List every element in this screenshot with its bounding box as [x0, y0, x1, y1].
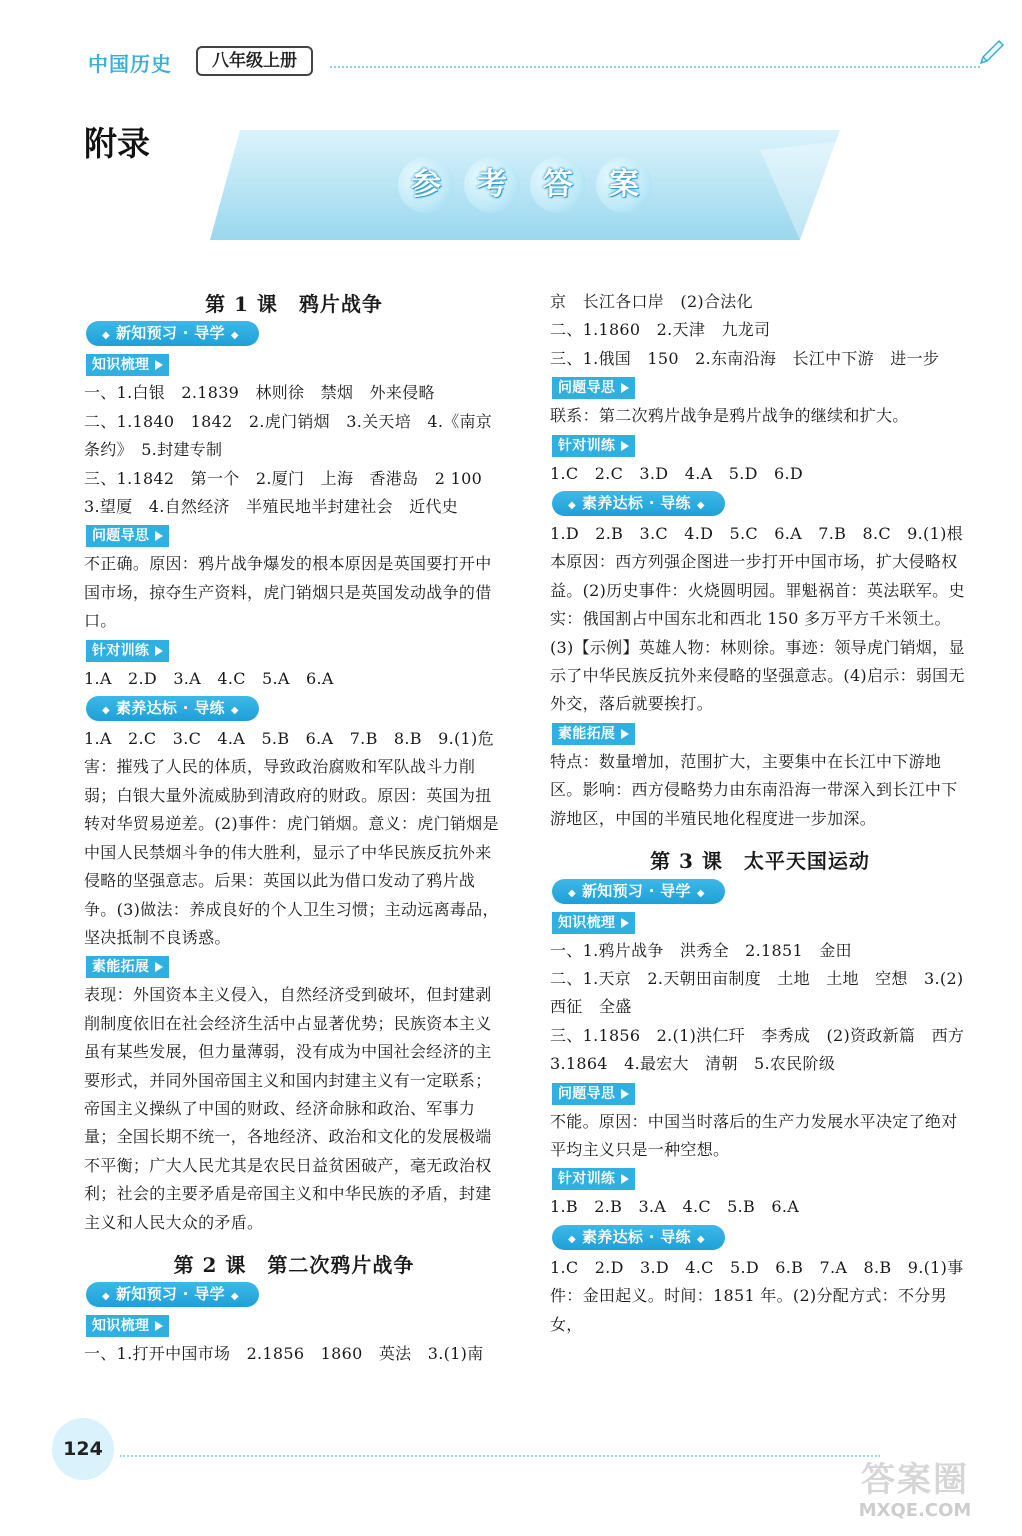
page-number-badge — [52, 1418, 114, 1480]
section-tag: 素能拓展 — [86, 956, 169, 978]
answer-line: 二、1.天京 2.天朝田亩制度 土地 土地 空想 3.(2)西征 全盛 — [550, 968, 964, 1017]
answer-line: 一、1.白银 2.1839 林则徐 禁烟 外来侵略 — [84, 383, 435, 403]
answer-text: 不正确。原因：鸦片战争爆发的根本原因是英国要打开中国市场，掠夺生产资料，虎门销烟只是英国发动战争的借口。 — [84, 554, 492, 631]
answer-text: 1.C 2.D 3.D 4.C 5.D 6.B 7.A 8.B 9.(1)事件：金田起义。时间：1851 年。(2)分配方式：不分男女， — [550, 1257, 964, 1334]
answer-line: 二、1.1840 1842 2.虎门销烟 3.关天培 4.《南京条约》 5.封建专制 — [84, 411, 493, 460]
section-tag: 问题导思 — [552, 1083, 635, 1105]
answer-text: 1.D 2.B 3.C 4.D 5.C 6.A 7.B 8.C 9.(1)根本原因：西方列强企图进一步打开中国市场，扩大侵略权益。(2)历史事件：火烧圆明园。罪魁祸首：英法联军。史实：俄国割占中国东北和西北 150 多万平方千米领土。(3)【示例】英雄人物：林则徐。事迹：领导虎门销烟，显示了中华民族反抗外来侵略的坚强意志。(4)启示：弱国无外交，落后就要挨打。 — [550, 524, 965, 714]
watermark-url: MXQE.COM — [858, 1500, 972, 1521]
section-pill: ◆ 新知预习 · 导学 ◆ — [86, 321, 259, 346]
section-tag: 知识梳理 — [86, 1315, 169, 1337]
section-tag: 问题导思 — [86, 525, 169, 547]
answer-text: 1.A 2.C 3.C 4.A 5.B 6.A 7.B 8.B 9.(1)危害：摧残了人民的体质，导致政治腐败和军队战斗力削弱；白银大量外流威胁到清政府的财政。原因：英国为扭转对华贸易逆差。(2)事件：虎门销烟。意义：虎门销烟是中国人民禁烟斗争的伟大胜利，显示了中华民族反抗外来侵略的坚强意志。后果：英国以此为借口发动了鸦片战争。(3)做法：养成良好的个人卫生习惯；主动远离毒品，坚决抵制不良诱惑。 — [84, 729, 499, 947]
left-column — [84, 290, 504, 1369]
answer-text: 1.B 2.B 3.A 4.C 5.B 6.A — [550, 1197, 800, 1217]
answer-text: 表现：外国资本主义侵入，自然经济受到破坏，但封建剥削制度依旧在社会经济生活中占显著优势；民族资本主义虽有某些发展，但力量薄弱，没有成为中国社会经济的主要形式，并同外国帝国主义和国内封建主义有一定联系；帝国主义操纵了中国的财政、经济命脉和政治、军事力量；全国长期不统一，各地经济、政治和文化的发展极端不平衡；广大人民尤其是农民日益贫困破产，毫无政治权利；社会的主要矛盾是帝国主义和中华民族的矛盾，封建主义和人民大众的矛盾。 — [84, 985, 492, 1232]
lesson-title: 第 3 课 太平天国运动 — [650, 849, 870, 874]
header-divider — [330, 66, 980, 68]
answer-line: 三、1.俄国 150 2.东南沿海 长江中下游 进一步 — [550, 348, 940, 368]
watermark-text: 答案圈 — [861, 1460, 969, 1500]
section-tag: 知识梳理 — [552, 912, 635, 934]
section-tag: 问题导思 — [552, 377, 635, 399]
lesson-title: 第 1 课 鸦片战争 — [205, 292, 383, 316]
section-pill: ◆ 新知预习 · 导学 ◆ — [552, 879, 725, 904]
page-number: 124 — [63, 1438, 103, 1460]
section-pill: ◆ 新知预习 · 导学 ◆ — [86, 1282, 259, 1307]
banner-char: 案 — [596, 157, 652, 213]
banner-char: 参 — [398, 157, 454, 213]
grade-label: 八年级上册 — [196, 46, 313, 76]
answer-line: 三、1.1856 2.(1)洪仁玕 李秀成 (2)资政新篇 西方 3.1864 4.最宏大 清朝 5.农民阶级 — [550, 1025, 981, 1074]
watermark-logo — [830, 1460, 1000, 1530]
answer-banner — [200, 130, 850, 240]
section-tag: 针对训练 — [552, 435, 635, 457]
appendix-heading: 附录 — [84, 124, 150, 163]
lesson-title: 第 2 课 第二次鸦片战争 — [173, 1252, 415, 1277]
answer-text: 特点：数量增加，范围扩大，主要集中在长江中下游地区。影响：西方侵略势力由东南沿海一带深入到长江中下游地区，中国的半殖民地化程度进一步加深。 — [550, 751, 958, 828]
answer-text: 1.C 2.C 3.D 4.A 5.D 6.D — [550, 463, 804, 483]
section-tag: 针对训练 — [552, 1168, 635, 1190]
banner-char: 答 — [530, 157, 586, 213]
subject-title: 中国历史 — [88, 52, 172, 76]
answer-line: 一、1.鸦片战争 洪秀全 2.1851 金田 — [550, 940, 852, 960]
answer-text: 不能。原因：中国当时落后的生产力发展水平决定了绝对平均主义只是一种空想。 — [550, 1111, 958, 1159]
right-column — [550, 288, 981, 1339]
section-pill: ◆ 素养达标 · 导练 ◆ — [552, 491, 725, 516]
section-tag: 针对训练 — [86, 640, 169, 662]
answer-line: 三、1.1842 第一个 2.厦门 上海 香港岛 2 100 3.望厦 4.自然经济 半殖民地半封建社会 近代史 — [84, 468, 499, 517]
answer-line: 二、1.1860 2.天津 九龙司 — [550, 320, 771, 340]
section-pill: ◆ 素养达标 · 导练 ◆ — [86, 696, 259, 721]
answer-text: 联系：第二次鸦片战争是鸦片战争的继续和扩大。 — [550, 406, 909, 426]
answer-text: 1.A 2.D 3.A 4.C 5.A 6.A — [84, 668, 334, 688]
section-tag: 素能拓展 — [552, 723, 635, 745]
answer-line: 一、1.打开中国市场 2.1856 1860 英法 3.(1)南 — [84, 1344, 484, 1364]
banner-title — [200, 130, 850, 240]
section-pill: ◆ 素养达标 · 导练 ◆ — [552, 1225, 725, 1250]
section-tag: 知识梳理 — [86, 354, 169, 376]
banner-char: 考 — [464, 157, 520, 213]
footer-divider — [120, 1455, 880, 1457]
answer-line: 京 长江各口岸 (2)合法化 — [550, 292, 753, 311]
pen-icon — [975, 38, 1005, 68]
